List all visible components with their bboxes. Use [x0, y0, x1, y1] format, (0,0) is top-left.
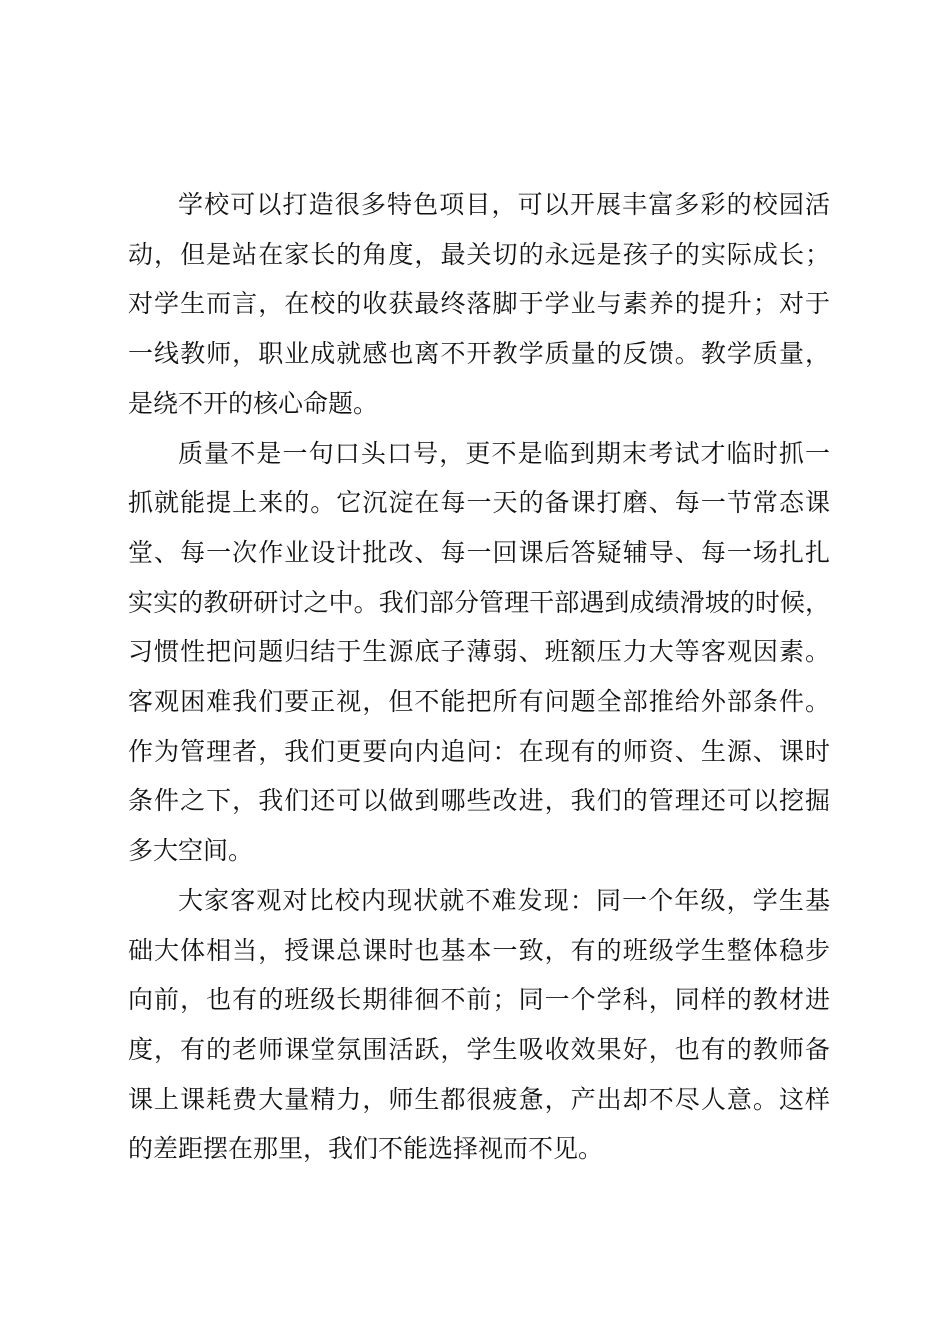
- paragraph-line: 抓就能提上来的。它沉淀在每一天的备课打磨、每一节常态课: [128, 488, 830, 518]
- paragraph-line: 实实的教研研讨之中。我们部分管理干部遇到成绩滑坡的时候，: [128, 587, 830, 617]
- document-body: [128, 180, 830, 1174]
- paragraph-line: 础大体相当，授课总课时也基本一致，有的班级学生整体稳步: [128, 935, 830, 965]
- paragraph-line: 堂、每一次作业设计批改、每一回课后答疑辅导、每一场扎扎: [128, 537, 830, 567]
- paragraph-line: 条件之下，我们还可以做到哪些改进，我们的管理还可以挖掘: [128, 786, 830, 816]
- paragraph-line: 是绕不开的核心命题。: [128, 388, 379, 418]
- paragraph-2: [128, 429, 830, 876]
- paragraph-line: 客观困难我们要正视，但不能把所有问题全部推给外部条件。: [128, 687, 830, 717]
- paragraph-line: 学校可以打造很多特色项目，可以开展丰富多彩的校园活: [178, 190, 830, 219]
- paragraph-line: 对学生而言，在校的收获最终落脚于学业与素养的提升；对于: [128, 289, 830, 319]
- paragraph-line: 课上课耗费大量精力，师生都很疲惫，产出却不尽人意。这样: [128, 1084, 830, 1114]
- paragraph-line: 多大空间。: [128, 836, 254, 866]
- paragraph-line: 习惯性把问题归结于生源底子薄弱、班额压力大等客观因素。: [128, 637, 830, 667]
- paragraph-line: 大家客观对比校内现状就不难发现：同一个年级，学生基: [178, 885, 830, 915]
- paragraph-line: 一线教师，职业成就感也离不开教学质量的反馈。教学质量，: [128, 339, 830, 369]
- paragraph-line: 向前，也有的班级长期徘徊不前；同一个学科，同样的教材进: [128, 985, 830, 1015]
- paragraph-line: 质量不是一句口头口号，更不是临到期末考试才临时抓一: [178, 438, 830, 468]
- paragraph-line: 的差距摆在那里，我们不能选择视而不见。: [128, 1134, 604, 1164]
- paragraph-line: 度，有的老师课堂氛围活跃，学生吸收效果好，也有的教师备: [128, 1034, 830, 1064]
- paragraph-1: [128, 180, 830, 429]
- paragraph-line: 作为管理者，我们更要向内追问：在现有的师资、生源、课时: [128, 736, 830, 766]
- paragraph-3: [128, 876, 830, 1174]
- paragraph-line: 动，但是站在家长的角度，最关切的永远是孩子的实际成长；: [128, 239, 830, 269]
